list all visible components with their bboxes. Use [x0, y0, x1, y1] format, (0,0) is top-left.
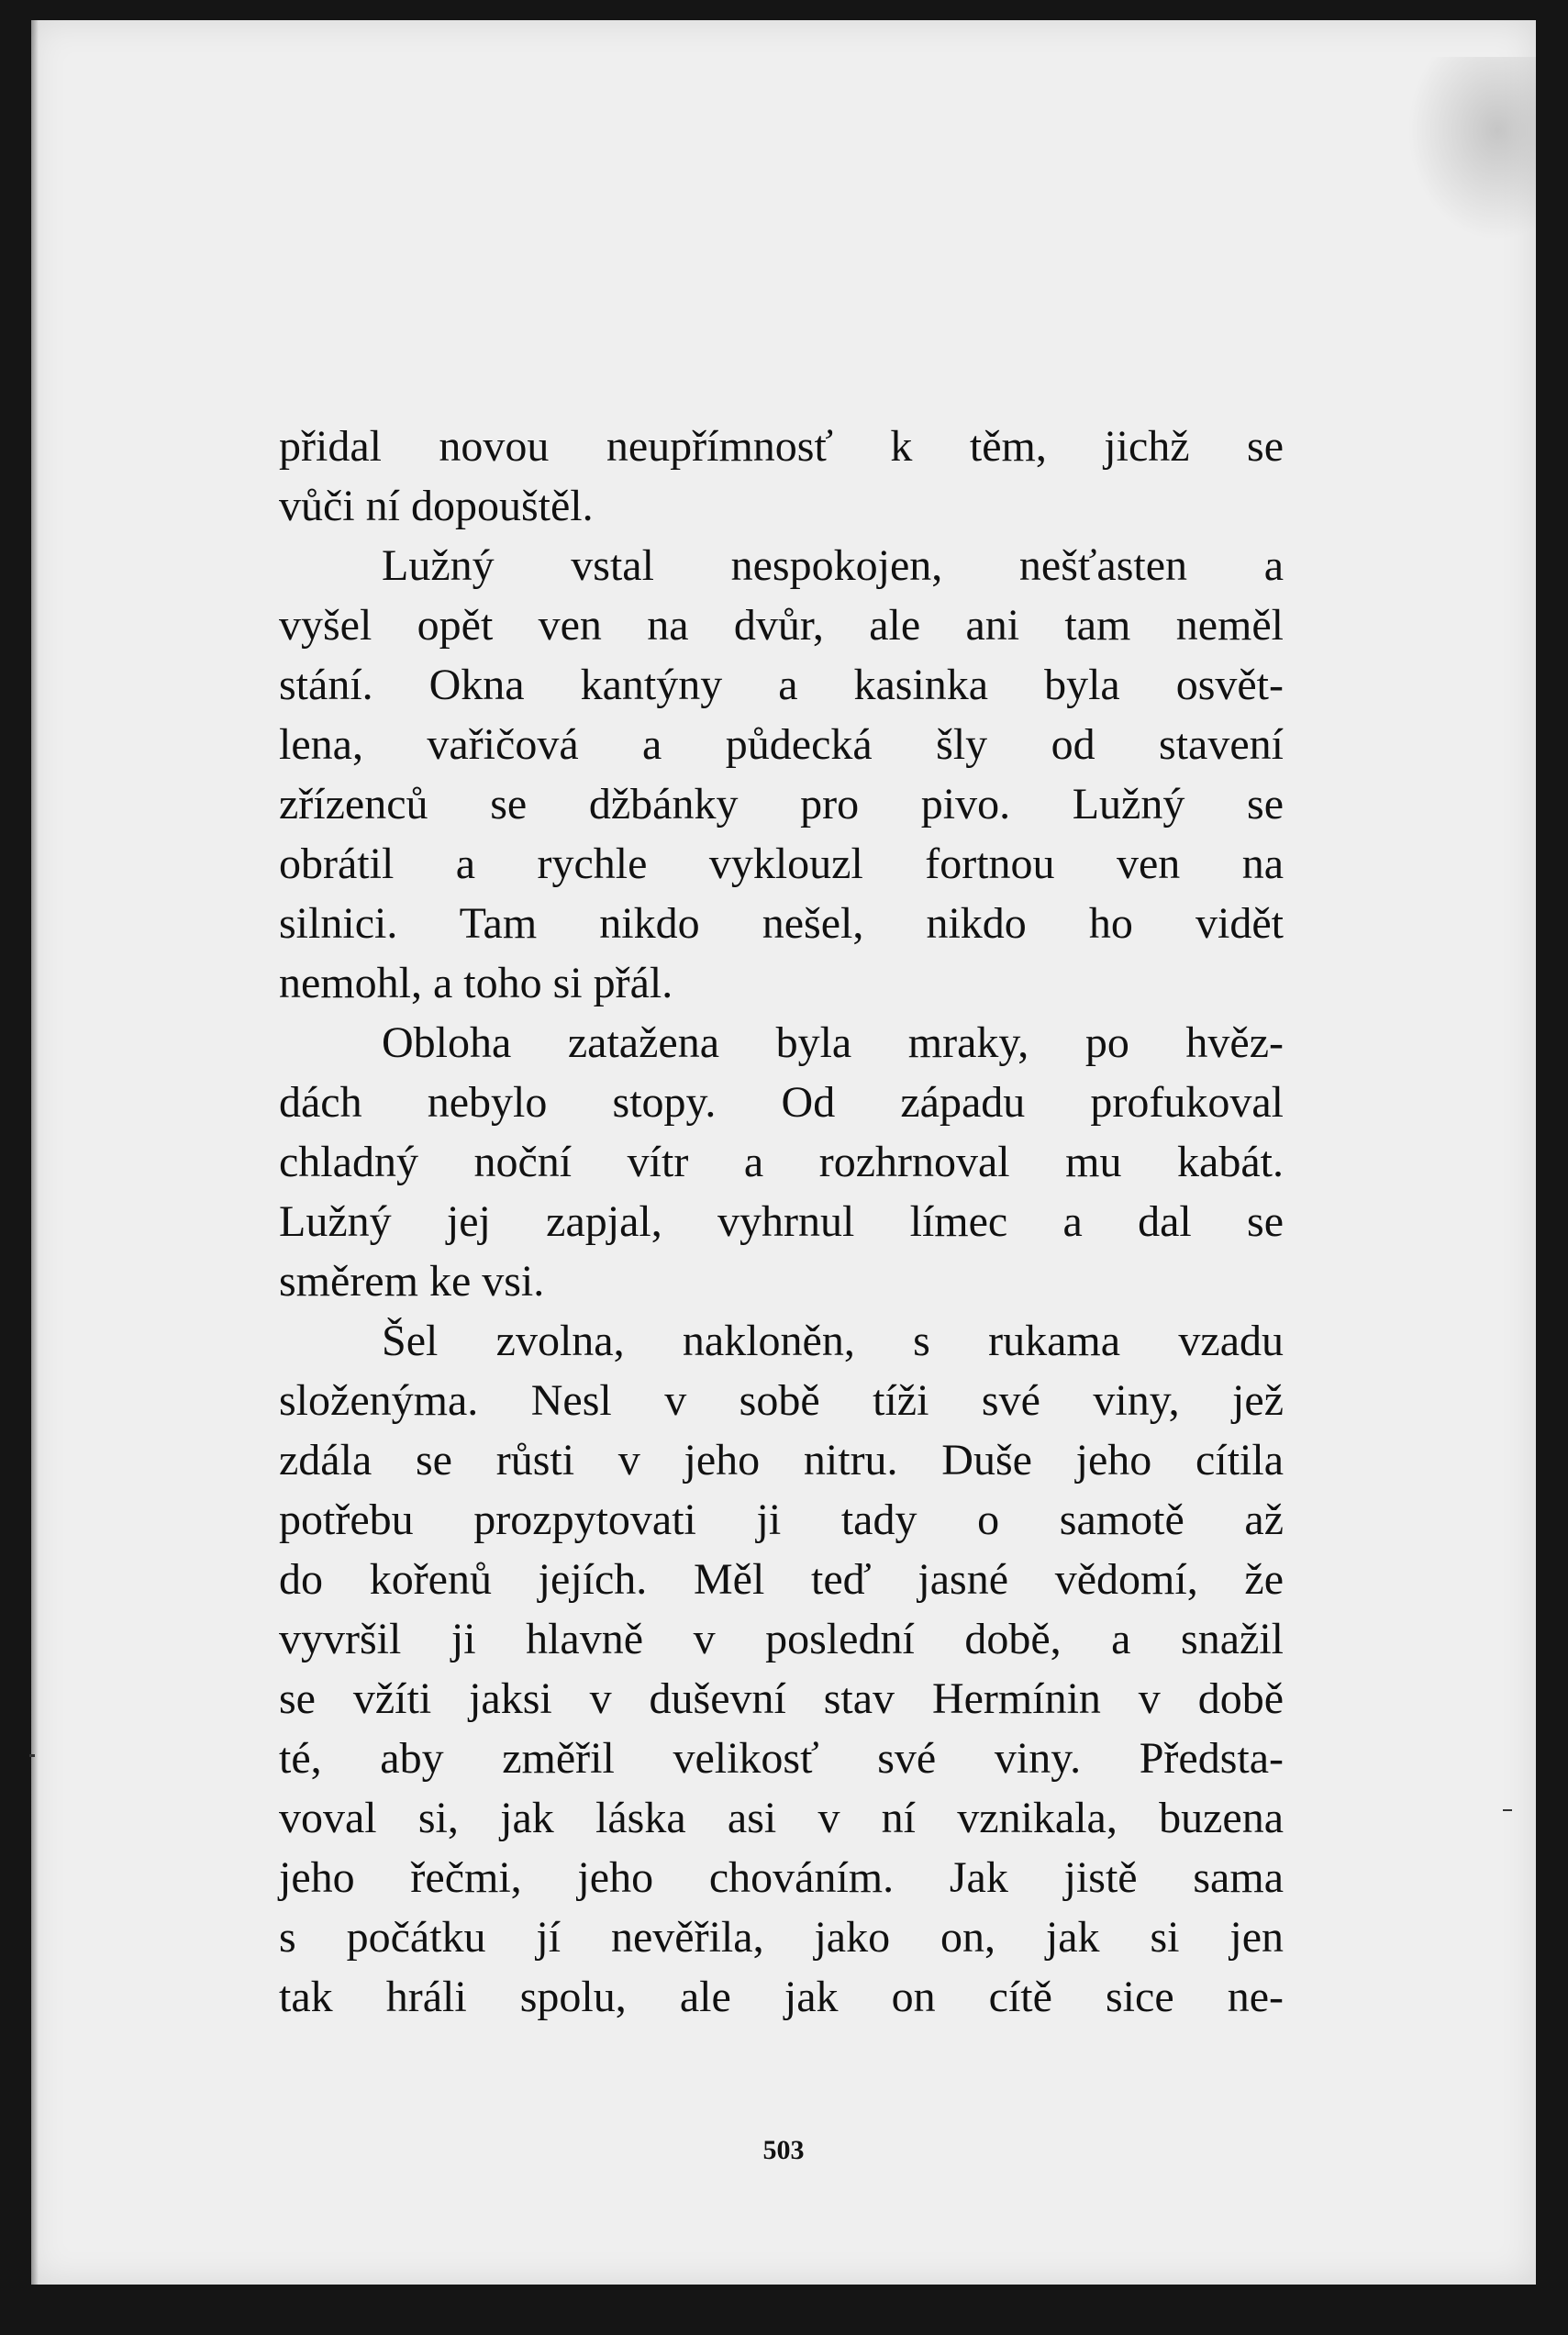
page-number: 503: [762, 2135, 805, 2165]
text-line-23: té, aby změřil velikosť své viny. Předsta-: [279, 1734, 1284, 1783]
text-line-27: tak hráli spolu, ale jak on cítě sice ne-: [279, 1973, 1284, 2021]
text-line-5: stání. Okna kantýny a kasinka byla osvět-: [279, 661, 1284, 709]
text-line-22: se vžíti jaksi v duševní stav Hermínin v době: [279, 1674, 1284, 1723]
text-line-1: přidal novou neupřímnosť k těm, jichž se: [279, 422, 1284, 471]
text-line-21: vyvršil ji hlavně v poslední době, a snažil: [279, 1615, 1284, 1663]
text-line-7: zřízenců se džbánky pro pivo. Lužný se: [279, 780, 1284, 828]
text-line-15: směrem ke vsi.: [279, 1257, 545, 1306]
text-line-20: do kořenů jejích. Měl teď jasné vědomí, že: [279, 1555, 1284, 1604]
text-line-10: nemohl, a toho si přál.: [279, 959, 673, 1007]
text-line-13: chladný noční vítr a rozhrnoval mu kabát.: [279, 1138, 1284, 1186]
text-line-6: lena, vařičová a půdecká šly od stavení: [279, 720, 1284, 769]
text-line-14: Lužný jej zapjal, vyhrnul límec a dal se: [279, 1197, 1284, 1246]
text-line-19: potřebu prozpytovati ji tady o samotě až: [279, 1496, 1284, 1544]
corner-smudge: [1407, 57, 1536, 240]
text-line-9: silnici. Tam nikdo nešel, nikdo ho vidět: [279, 899, 1284, 948]
text-line-24: voval si, jak láska asi v ní vznikala, buzena: [279, 1794, 1284, 1842]
text-line-8: obrátil a rychle vyklouzl fortnou ven na: [279, 839, 1284, 888]
text-line-16: Šel zvolna, nakloněn, s rukama vzadu: [382, 1317, 1284, 1365]
text-line-18: zdála se růsti v jeho nitru. Duše jeho cítila: [279, 1436, 1284, 1484]
text-line-12: dách nebylo stopy. Od západu profukoval: [279, 1078, 1284, 1127]
text-line-11: Obloha zatažena byla mraky, po hvěz-: [382, 1018, 1284, 1067]
body-text: [279, 417, 1284, 2027]
text-line-3: Lužný vstal nespokojen, nešťasten a: [382, 541, 1284, 590]
page-edge-shadow: [31, 20, 39, 2285]
book-page: [31, 20, 1536, 2285]
scan-speck: [29, 1754, 35, 1757]
scan-speck: [1503, 1809, 1512, 1811]
text-line-17: složenýma. Nesl v sobě tíži své viny, jež: [279, 1376, 1284, 1425]
text-line-25: jeho řečmi, jeho chováním. Jak jistě sama: [279, 1853, 1284, 1902]
text-line-26: s počátku jí nevěřila, jako on, jak si jen: [279, 1913, 1284, 1962]
text-line-4: vyšel opět ven na dvůr, ale ani tam neměl: [279, 601, 1284, 650]
text-line-2: vůči ní dopouštěl.: [279, 482, 594, 530]
